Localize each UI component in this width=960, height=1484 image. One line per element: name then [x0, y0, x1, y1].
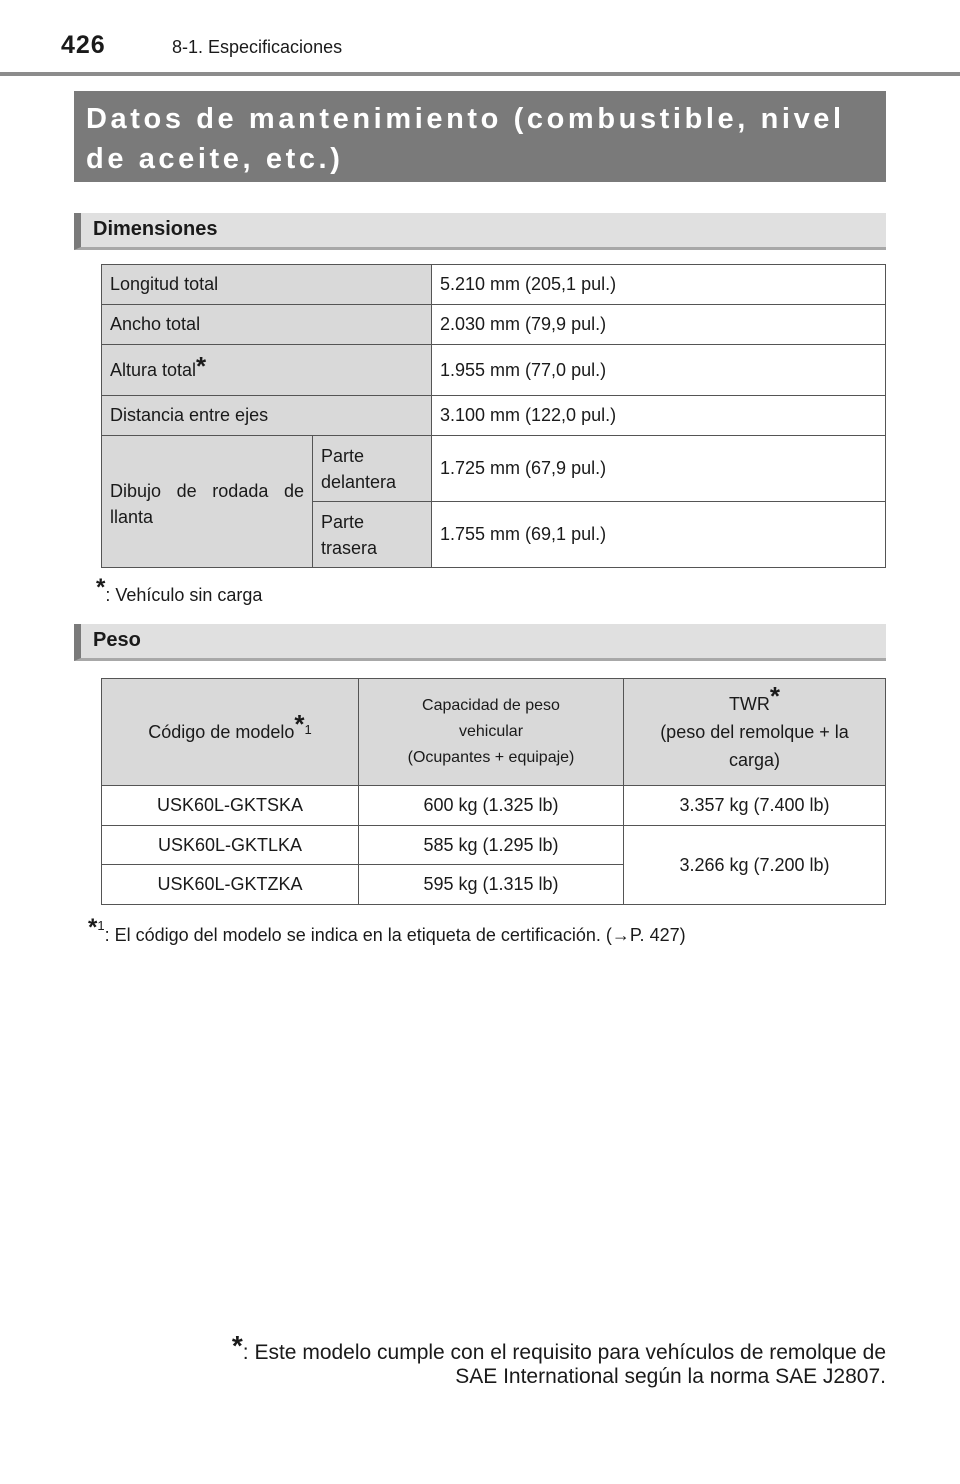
capacity-header-line: vehicular — [458, 723, 524, 740]
asterisk-icon: * — [196, 350, 207, 381]
column-header-model-text: Código de modelo — [148, 722, 295, 742]
asterisk-icon: * — [88, 914, 98, 941]
page-reference: P. 427) — [629, 925, 686, 945]
table-row — [102, 265, 886, 305]
model-code: USK60L-GKTSKA — [102, 786, 359, 826]
model-code: USK60L-GKTLKA — [102, 826, 359, 865]
page-title: Datos de mantenimiento (combustible, nivel de aceite, etc.) — [74, 91, 886, 182]
table-row — [102, 396, 886, 436]
table-row — [102, 826, 886, 865]
capacity-value: 585 kg (1.295 lb) — [359, 826, 624, 865]
dim-label: Longitud total — [102, 265, 432, 305]
table-row — [102, 786, 886, 826]
capacity-value: 595 kg (1.315 lb) — [359, 865, 624, 905]
tread-front-label: Parte delantera — [313, 436, 432, 502]
tread-front-value: 1.725 mm (67,9 pul.) — [432, 436, 886, 502]
dimensions-footnote — [96, 574, 263, 608]
tread-label — [102, 436, 313, 568]
note-line-1: : Este modelo cumple con el requisito para vehículos de remolque de — [242, 1341, 886, 1364]
asterisk-icon: * — [769, 681, 781, 711]
twr-value: 3.357 kg (7.400 lb) — [624, 786, 886, 826]
table-row — [102, 436, 886, 502]
dim-label: Ancho total — [102, 305, 432, 345]
weight-table — [101, 678, 886, 905]
asterisk-icon: * — [96, 574, 106, 601]
dimensions-footnote-text: : Vehículo sin carga — [105, 585, 263, 605]
column-header-model — [102, 679, 359, 786]
dimensions-heading: Dimensiones — [74, 213, 886, 250]
capacity-value: 600 kg (1.325 lb) — [359, 786, 624, 826]
column-header-twr — [624, 679, 886, 786]
model-code: USK60L-GKTZKA — [102, 865, 359, 905]
tread-rear-value: 1.755 mm (69,1 pul.) — [432, 502, 886, 568]
tread-label-text: Dibujo de rodada de llanta — [110, 480, 304, 527]
twr-header-line — [632, 681, 877, 718]
capacity-header-line: Capacidad de peso — [422, 697, 560, 714]
dim-label: Distancia entre ejes — [102, 396, 432, 436]
capacity-header-line: (Ocupantes + equipaje) — [407, 749, 575, 766]
twr-header-line: (peso del remolque + la — [660, 722, 849, 742]
weight-footnote-text: : El código del modelo se indica en la etiqueta de certificación. ( — [104, 925, 612, 945]
table-row — [102, 345, 886, 396]
twr-header-line: carga) — [728, 750, 781, 770]
twr-header-text: TWR — [728, 694, 770, 714]
column-header-capacity — [359, 679, 624, 786]
page-number: 426 — [61, 31, 106, 59]
weight-footnote — [88, 914, 686, 948]
arrow-right-icon: → — [611, 925, 630, 945]
page-header — [0, 0, 960, 76]
table-header-row — [102, 679, 886, 786]
dim-value: 5.210 mm (205,1 pul.) — [432, 265, 886, 305]
asterisk-icon: * — [294, 709, 305, 739]
dim-label-text: Altura total — [110, 359, 197, 380]
note-line — [126, 1330, 886, 1365]
dimensions-table — [101, 264, 886, 568]
footnote-number: 1 — [97, 918, 105, 933]
note-line-2: SAE International según la norma SAE J2807. — [455, 1365, 886, 1388]
section-label: 8-1. Especificaciones — [172, 37, 343, 57]
asterisk-icon: * — [231, 1330, 243, 1361]
twr-value: 3.266 kg (7.200 lb) — [624, 826, 886, 905]
table-row — [102, 305, 886, 345]
weight-heading: Peso — [74, 624, 886, 661]
dim-label — [102, 345, 432, 396]
dim-value: 2.030 mm (79,9 pul.) — [432, 305, 886, 345]
dim-value: 1.955 mm (77,0 pul.) — [432, 345, 886, 396]
twr-compliance-note — [126, 1330, 886, 1389]
dim-value: 3.100 mm (122,0 pul.) — [432, 396, 886, 436]
footnote-number: 1 — [304, 722, 312, 737]
tread-rear-label: Parte trasera — [313, 502, 432, 568]
